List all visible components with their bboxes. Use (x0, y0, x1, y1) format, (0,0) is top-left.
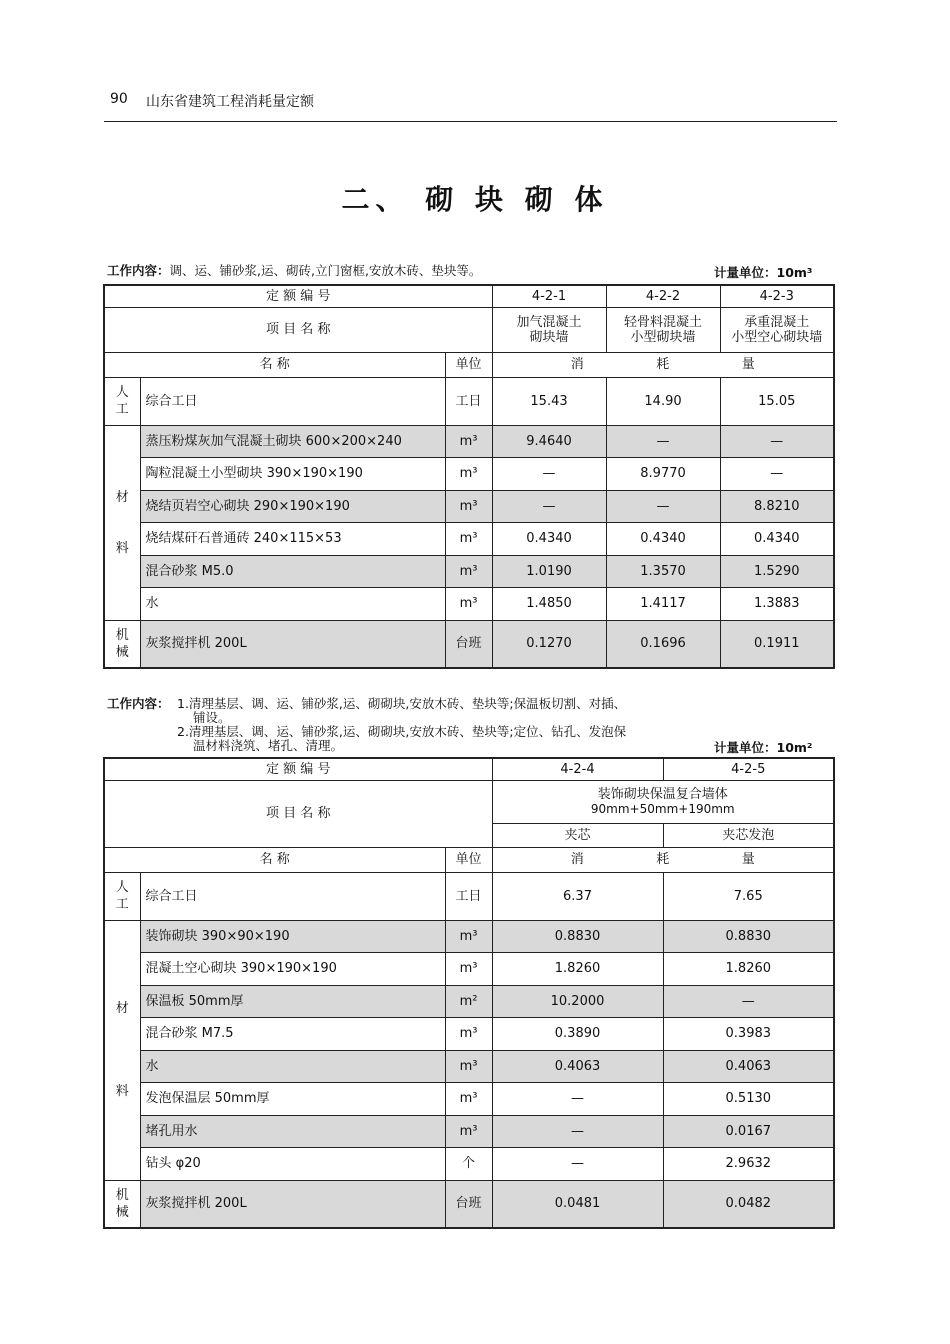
category-char: 械 (115, 644, 129, 660)
row-value: — (492, 490, 606, 522)
consumption-char: 消 (570, 852, 584, 867)
row-value: — (492, 1147, 663, 1180)
item-name-line: 小型空心砌块墙 (731, 329, 823, 345)
row-unit: 台班 (445, 620, 492, 668)
category-char: 人 (115, 880, 129, 895)
item-name-line: 承重混凝土 (744, 314, 810, 330)
row-value: 1.8260 (492, 952, 663, 985)
row-value: 1.3570 (606, 555, 720, 587)
consumption-char: 耗 (656, 852, 670, 867)
item-name-line: 砌块墙 (529, 329, 569, 345)
row-value: 1.8260 (663, 952, 834, 985)
row-value: 0.0482 (663, 1180, 834, 1228)
row-value: — (720, 425, 834, 457)
row-unit: m³ (445, 1115, 492, 1147)
row-name: 灰浆搅拌机 200L (140, 620, 445, 668)
item-group (492, 780, 834, 823)
unit-column-label: 单位 (445, 352, 492, 377)
row-unit: m³ (445, 1082, 492, 1115)
unit-column-label: 单位 (445, 847, 492, 872)
quota-number-label: 定 额 编 号 (104, 285, 492, 307)
category-char: 械 (115, 1204, 129, 1220)
item-group-line: 90mm+50mm+190mm (590, 801, 735, 816)
row-value: 0.1696 (606, 620, 720, 668)
row-value: 1.3883 (720, 587, 834, 620)
row-value: — (606, 425, 720, 457)
row-unit: m³ (445, 1050, 492, 1082)
row-name: 灰浆搅拌机 200L (140, 1180, 445, 1228)
row-value: 1.4117 (606, 587, 720, 620)
row-value: 9.4640 (492, 425, 606, 457)
row-unit: m³ (445, 587, 492, 620)
category-machine (104, 1180, 140, 1228)
row-value: 0.0481 (492, 1180, 663, 1228)
row-value: 15.05 (720, 377, 834, 425)
quota-table-1 (103, 284, 835, 669)
row-value: 8.8210 (720, 490, 834, 522)
category-char: 材 (115, 489, 129, 505)
book-title: 山东省建筑工程消耗量定额 (146, 94, 314, 110)
row-unit: 个 (445, 1147, 492, 1180)
work-line: 温材料浇筑、堵孔、清理。 (193, 738, 344, 753)
category-char: 料 (115, 540, 129, 556)
item-name (492, 307, 606, 352)
row-name: 陶粒混凝土小型砌块 390×190×190 (140, 457, 445, 490)
consumption-label (492, 847, 834, 872)
row-name: 混合砂浆 M5.0 (140, 555, 445, 587)
category-char: 工 (115, 897, 129, 912)
unit-label-1: 计量单位：10m³ (714, 265, 813, 280)
row-value: 10.2000 (492, 985, 663, 1017)
row-value: — (606, 490, 720, 522)
row-value: — (720, 457, 834, 490)
row-unit: m² (445, 985, 492, 1017)
row-name: 水 (140, 587, 445, 620)
unit-label-2: 计量单位：10m² (714, 740, 813, 755)
work-content-1 (107, 264, 481, 278)
item-name-line: 加气混凝土 (516, 314, 582, 330)
quota-code: 4-2-3 (720, 285, 834, 307)
consumption-char: 量 (741, 357, 755, 372)
row-value: 2.9632 (663, 1147, 834, 1180)
row-value: 0.1911 (720, 620, 834, 668)
row-value: 7.65 (663, 872, 834, 920)
row-value: 0.4340 (606, 522, 720, 555)
row-value: 15.43 (492, 377, 606, 425)
work-text: 调、运、铺砂浆,运、砌砖,立门窗框,安放木砖、垫块等。 (169, 263, 482, 278)
row-value: 0.1270 (492, 620, 606, 668)
row-unit: m³ (445, 1017, 492, 1050)
item-name-line: 小型砌块墙 (630, 329, 696, 345)
row-value: 0.4340 (492, 522, 606, 555)
row-value: — (492, 1082, 663, 1115)
row-value: 0.4063 (663, 1050, 834, 1082)
row-name: 发泡保温层 50mm厚 (140, 1082, 445, 1115)
row-unit: m³ (445, 457, 492, 490)
quota-code: 4-2-4 (492, 758, 663, 780)
row-name: 烧结煤矸石普通砖 240×115×53 (140, 522, 445, 555)
row-name: 烧结页岩空心砌块 290×190×190 (140, 490, 445, 522)
category-labor (104, 377, 140, 425)
quota-code: 4-2-1 (492, 285, 606, 307)
item-name (720, 307, 834, 352)
row-value: 6.37 (492, 872, 663, 920)
name-column-label: 名 称 (104, 847, 445, 872)
row-value: 0.0167 (663, 1115, 834, 1147)
work-label: 工作内容： (107, 696, 170, 711)
row-name: 钻头 φ20 (140, 1147, 445, 1180)
category-labor (104, 872, 140, 920)
row-value: 0.8830 (663, 920, 834, 952)
category-char: 机 (115, 627, 129, 643)
item-name (606, 307, 720, 352)
row-value: — (663, 985, 834, 1017)
row-name: 蒸压粉煤灰加气混凝土砌块 600×200×240 (140, 425, 445, 457)
row-unit: m³ (445, 920, 492, 952)
category-char: 工 (115, 402, 129, 417)
row-value: 14.90 (606, 377, 720, 425)
row-value: 8.9770 (606, 457, 720, 490)
subitem: 夹芯发泡 (663, 823, 834, 847)
row-value: — (492, 1115, 663, 1147)
page-number: 90 (110, 91, 128, 107)
row-value: 0.4340 (720, 522, 834, 555)
row-unit: m³ (445, 522, 492, 555)
row-value: 1.4850 (492, 587, 606, 620)
consumption-char: 消 (570, 357, 584, 372)
row-name: 综合工日 (140, 872, 445, 920)
quota-code: 4-2-2 (606, 285, 720, 307)
row-value: 0.5130 (663, 1082, 834, 1115)
row-value: 0.4063 (492, 1050, 663, 1082)
row-value: 0.3890 (492, 1017, 663, 1050)
category-material (104, 425, 140, 620)
row-value: 0.8830 (492, 920, 663, 952)
quota-table-2 (103, 757, 835, 1229)
section-title: 二、 砌 块 砌 体 (341, 183, 609, 216)
consumption-char: 耗 (656, 357, 670, 372)
quota-code: 4-2-5 (663, 758, 834, 780)
row-unit: m³ (445, 490, 492, 522)
consumption-char: 量 (741, 852, 755, 867)
work-line: 1.清理基层、调、运、铺砂浆,运、砌砌块,安放木砖、垫块等;保温板切割、对插、 (177, 696, 627, 711)
subitem: 夹芯 (492, 823, 663, 847)
item-group-line: 装饰砌块保温复合墙体 (597, 786, 728, 802)
work-line: 铺设。 (193, 710, 231, 725)
row-name: 混合砂浆 M7.5 (140, 1017, 445, 1050)
row-name: 综合工日 (140, 377, 445, 425)
row-name: 混凝土空心砌块 390×190×190 (140, 952, 445, 985)
row-value: 1.5290 (720, 555, 834, 587)
category-machine (104, 620, 140, 668)
work-line: 2.清理基层、调、运、铺砂浆,运、砌砌块,安放木砖、垫块等;定位、钻孔、发泡保 (177, 724, 627, 739)
row-value: 0.3983 (663, 1017, 834, 1050)
category-char: 料 (115, 1084, 129, 1099)
category-char: 人 (115, 385, 129, 400)
category-char: 机 (115, 1187, 129, 1203)
row-unit: 工日 (445, 377, 492, 425)
name-column-label: 名 称 (104, 352, 445, 377)
category-char: 材 (115, 1001, 129, 1016)
row-unit: 台班 (445, 1180, 492, 1228)
row-unit: 工日 (445, 872, 492, 920)
work-content-2 (107, 697, 727, 753)
row-unit: m³ (445, 555, 492, 587)
row-name: 保温板 50mm厚 (140, 985, 445, 1017)
item-name-label: 项 目 名 称 (104, 307, 492, 352)
row-value: — (492, 457, 606, 490)
item-name-line: 轻骨料混凝土 (624, 314, 703, 330)
work-label: 工作内容： (107, 263, 170, 278)
quota-number-label: 定 额 编 号 (104, 758, 492, 780)
consumption-label (492, 352, 834, 377)
item-name-label: 项 目 名 称 (104, 780, 492, 847)
row-name: 水 (140, 1050, 445, 1082)
row-unit: m³ (445, 952, 492, 985)
row-name: 堵孔用水 (140, 1115, 445, 1147)
row-name: 装饰砌块 390×90×190 (140, 920, 445, 952)
row-value: 1.0190 (492, 555, 606, 587)
page-header (104, 88, 837, 122)
row-unit: m³ (445, 425, 492, 457)
category-material (104, 920, 140, 1180)
